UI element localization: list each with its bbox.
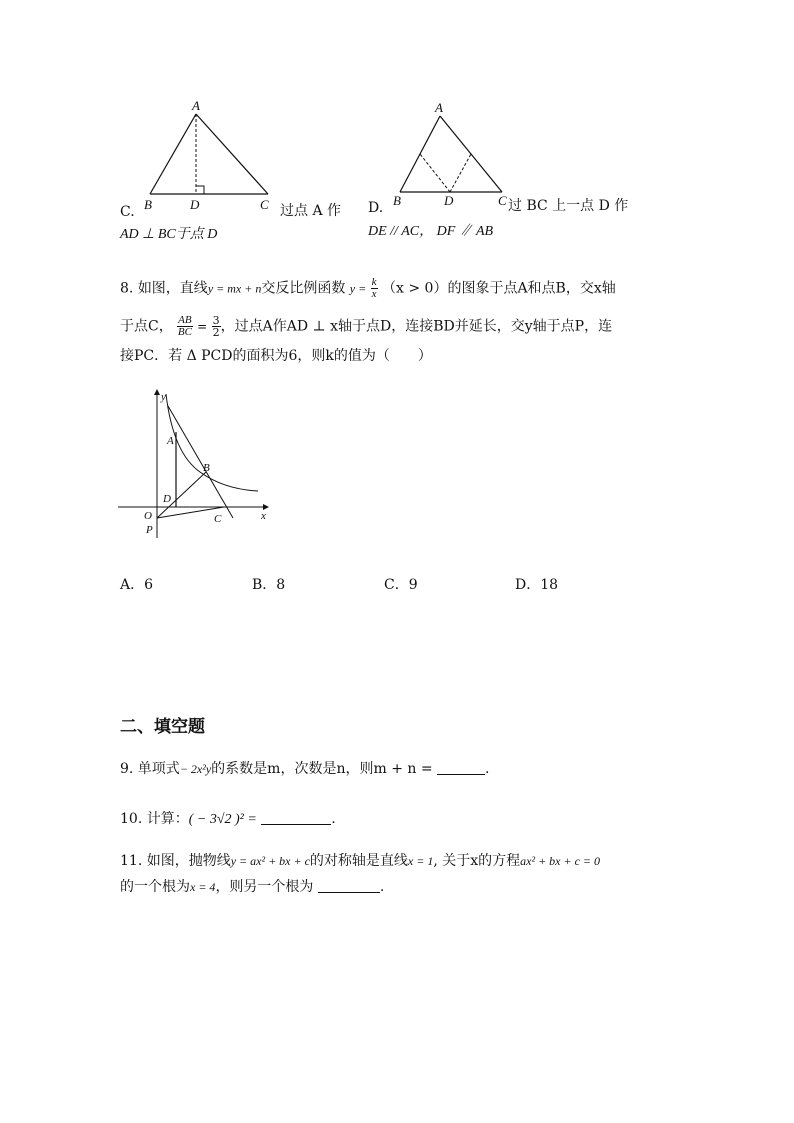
- point-d-label: D: [190, 197, 200, 212]
- q9-line: [120, 759, 489, 779]
- q8-option-a[interactable]: A．6: [120, 577, 154, 593]
- q8-text: 交反比例函数: [261, 280, 346, 297]
- q11-text: 的一个根为: [120, 879, 190, 895]
- q10-answer-blank[interactable]: [261, 810, 331, 825]
- q11-prefix: 11. 如图，抛物线: [120, 853, 231, 869]
- q8-line-equation: y = mx + n: [207, 281, 262, 296]
- fraction-denominator: x: [371, 288, 377, 300]
- q9-answer-blank[interactable]: [437, 760, 485, 775]
- point-b-label: B: [144, 197, 152, 212]
- q8-ratio-value: [212, 315, 221, 338]
- point-d-label: D: [163, 493, 171, 505]
- q9-end: .: [485, 761, 490, 777]
- q8-text: 如图，直线: [137, 280, 208, 297]
- point-b-label: B: [203, 462, 210, 474]
- option-d-text2: DE // AC， DF ∥ AB: [368, 224, 494, 239]
- q8-text: （x > 0）的图象于点A和点B，交x轴: [382, 280, 616, 297]
- right-angle-mark: [196, 186, 204, 194]
- point-b-label: B: [393, 193, 401, 208]
- option-d-letter: D.: [368, 200, 384, 216]
- q8-text: 于点C，: [120, 318, 173, 335]
- q8-option-b[interactable]: B．8: [252, 577, 286, 593]
- q8-text: ，过点A作AD ⊥ x轴于点D，连接BD并延长，交y轴于点P，连: [220, 318, 613, 335]
- q11-line1: [120, 851, 600, 871]
- q11-text: , 关于x的方程: [433, 853, 521, 869]
- q11-axis: x = 1: [407, 854, 434, 868]
- side-ac: [196, 114, 268, 194]
- triangle-d-figure: [390, 100, 540, 210]
- point-d-label: D: [444, 193, 454, 208]
- hyperbola-curve: [166, 394, 258, 491]
- q11-answer-blank[interactable]: [318, 878, 380, 893]
- q11-equation: ax² + bx + c = 0: [520, 854, 601, 868]
- fraction-numerator: k: [371, 276, 377, 288]
- q8-graph: [118, 388, 278, 548]
- point-p-label: P: [146, 524, 153, 536]
- side-ab: [150, 114, 196, 194]
- x-axis-label: x: [261, 510, 266, 522]
- q10-expression: ( − 3√2 )² =: [188, 812, 257, 827]
- q9-prefix: 9. 单项式: [120, 761, 180, 777]
- q8-option-c[interactable]: C．9: [384, 577, 418, 593]
- fraction-numerator: AB: [178, 314, 192, 326]
- point-a-label: A: [167, 435, 174, 447]
- fraction-denominator: 2: [212, 326, 220, 339]
- point-c-label: C: [214, 513, 222, 525]
- equals-sign: =: [197, 319, 208, 334]
- q11-end: .: [379, 879, 385, 895]
- q8-line3: 接PC．若 Δ PCD的面积为6，则k的值为（ ）: [120, 348, 432, 364]
- q8-ratio-fraction: [177, 315, 192, 338]
- segment-de: [450, 154, 471, 192]
- q8-line1: [120, 277, 616, 300]
- q8-number: 8.: [120, 280, 134, 297]
- q8-func-fraction: [371, 277, 378, 300]
- q9-monomial: − 2x²y: [179, 762, 212, 776]
- q10-prefix: 10. 计算：: [120, 811, 189, 827]
- segment-df: [420, 154, 450, 192]
- point-c-label: C: [498, 193, 507, 208]
- q11-text: 的对称轴是直线: [309, 853, 408, 869]
- q8-func-y: y =: [349, 281, 367, 296]
- q10-line: [120, 809, 336, 830]
- triangle-c-figure: [138, 100, 288, 210]
- fraction-denominator: BC: [177, 326, 192, 338]
- point-a-label: A: [435, 100, 443, 115]
- point-o-label: O: [144, 510, 152, 522]
- point-c-label: C: [260, 197, 269, 212]
- option-c-text2: AD ⊥ BC于点 D: [120, 227, 218, 242]
- q11-parabola: y = ax² + bx + c: [230, 854, 310, 868]
- point-a-label: A: [192, 98, 200, 113]
- q8-line2: [120, 315, 612, 338]
- q11-line2: [120, 877, 384, 897]
- option-c-text: 过点 A 作: [280, 203, 342, 219]
- line-mx-n: [168, 406, 233, 518]
- q10-end: .: [331, 811, 336, 827]
- fraction-numerator: 3: [212, 314, 220, 327]
- q8-option-d[interactable]: D．18: [515, 577, 559, 593]
- option-c-letter: C.: [120, 204, 135, 220]
- option-d-text: 过 BC 上一点 D 作: [508, 198, 629, 214]
- section-title: 二、填空题: [120, 717, 205, 737]
- q11-root: x = 4: [190, 880, 216, 894]
- q9-suffix: 的系数是m，次数是n，则m + n =: [211, 761, 433, 777]
- y-axis-label: y: [161, 391, 166, 403]
- q11-text: ，则另一个根为: [215, 879, 314, 895]
